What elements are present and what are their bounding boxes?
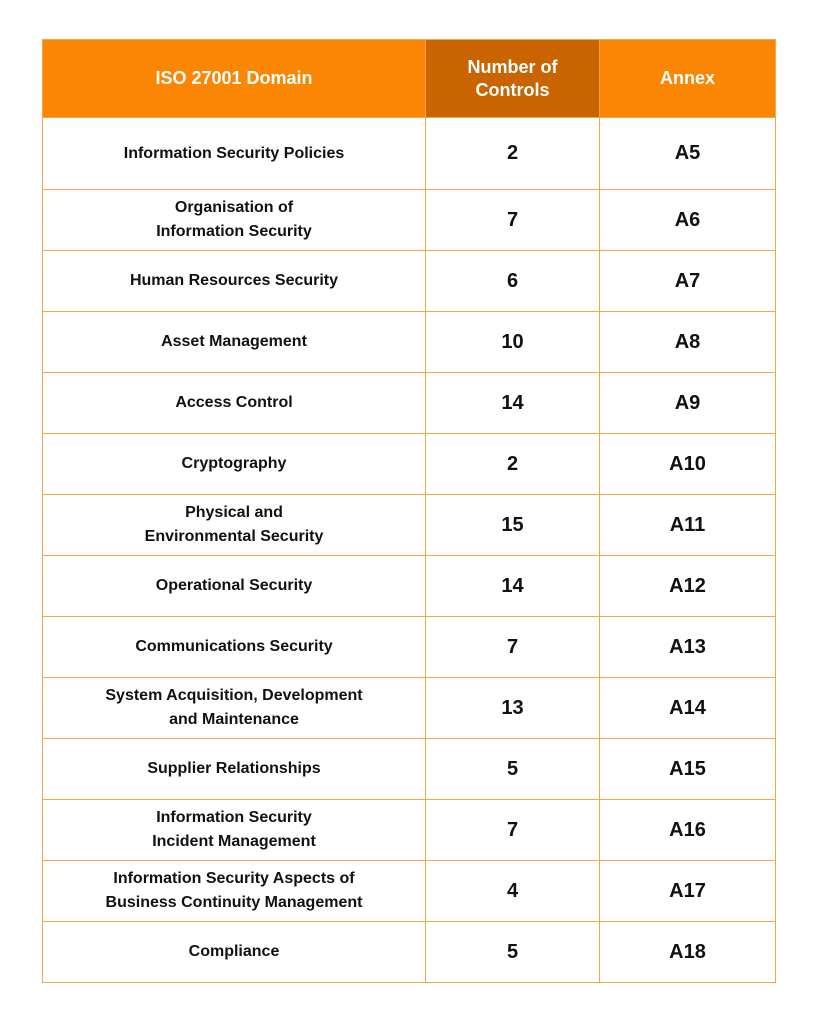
annex-cell: A16: [600, 800, 776, 861]
domain-line: Access Control: [175, 394, 293, 411]
table-row: [43, 251, 776, 312]
controls-count-cell: 15: [426, 495, 600, 556]
controls-count-cell: 7: [426, 800, 600, 861]
controls-count-cell: 4: [426, 861, 600, 922]
table-row: [43, 312, 776, 373]
table-row: [43, 617, 776, 678]
header-controls-line-2: Controls: [475, 79, 550, 100]
domain-line: Information Security: [156, 809, 312, 826]
table-body: [43, 118, 776, 983]
domain-cell: [43, 922, 426, 983]
domain-line: Environmental Security: [144, 528, 324, 545]
domain-cell: [43, 739, 426, 800]
domain-cell: [43, 861, 426, 922]
controls-count-cell: 7: [426, 190, 600, 251]
controls-count-cell: 10: [426, 312, 600, 373]
domain-cell: [43, 251, 426, 312]
annex-cell: A6: [600, 190, 776, 251]
domain-cell: [43, 373, 426, 434]
table-row: [43, 190, 776, 251]
annex-cell: A14: [600, 678, 776, 739]
domain-line: System Acquisition, Development: [105, 687, 363, 704]
annex-cell: A13: [600, 617, 776, 678]
header-domain: ISO 27001 Domain: [43, 40, 426, 118]
domain-cell: [43, 312, 426, 373]
controls-count-cell: 6: [426, 251, 600, 312]
annex-cell: A11: [600, 495, 776, 556]
table-row: [43, 118, 776, 190]
domain-cell: [43, 190, 426, 251]
domain-cell: [43, 434, 426, 495]
domain-line: Cryptography: [181, 455, 287, 472]
domain-line: Information Security Policies: [123, 144, 345, 162]
domain-line: Supplier Relationships: [147, 760, 321, 777]
domain-line: Business Continuity Management: [105, 894, 363, 911]
annex-cell: A15: [600, 739, 776, 800]
table-row: [43, 495, 776, 556]
domain-line: Incident Management: [152, 833, 316, 850]
annex-cell: A9: [600, 373, 776, 434]
domain-line: Asset Management: [161, 333, 307, 350]
controls-count-cell: 14: [426, 556, 600, 617]
controls-count-cell: 14: [426, 373, 600, 434]
domain-line: Human Resources Security: [129, 272, 339, 289]
annex-cell: A12: [600, 556, 776, 617]
controls-count-cell: 5: [426, 922, 600, 983]
annex-cell: A17: [600, 861, 776, 922]
header-controls-line-1: Number of: [467, 56, 558, 77]
iso27001-domain-table: [42, 39, 776, 983]
table-row: [43, 861, 776, 922]
domain-line: Physical and: [185, 504, 283, 521]
domain-line: Information Security: [156, 223, 312, 240]
controls-count-cell: 2: [426, 118, 600, 190]
controls-count-cell: 5: [426, 739, 600, 800]
domain-line: Compliance: [188, 943, 280, 960]
table-row: [43, 373, 776, 434]
table-header-row: [43, 40, 776, 118]
table-row: [43, 922, 776, 983]
table-row: [43, 556, 776, 617]
domain-cell: [43, 800, 426, 861]
domain-line: Organisation of: [174, 199, 294, 216]
domain-line: Communications Security: [135, 638, 333, 655]
controls-count-cell: 2: [426, 434, 600, 495]
controls-count-cell: 7: [426, 617, 600, 678]
table-row: [43, 739, 776, 800]
controls-count-cell: 13: [426, 678, 600, 739]
domain-cell: [43, 678, 426, 739]
table-row: [43, 434, 776, 495]
annex-cell: A5: [600, 118, 776, 190]
header-annex: Annex: [600, 40, 776, 118]
annex-cell: A10: [600, 434, 776, 495]
domain-line: Information Security Aspects of: [113, 870, 355, 887]
annex-cell: A8: [600, 312, 776, 373]
domain-line: Operational Security: [155, 577, 313, 594]
domain-cell: [43, 118, 426, 190]
domain-cell: [43, 495, 426, 556]
domain-line: and Maintenance: [169, 711, 299, 728]
table-row: [43, 800, 776, 861]
annex-cell: A18: [600, 922, 776, 983]
annex-cell: A7: [600, 251, 776, 312]
table-row: [43, 678, 776, 739]
domain-cell: [43, 617, 426, 678]
header-number-of-controls: [426, 40, 600, 118]
domain-cell: [43, 556, 426, 617]
